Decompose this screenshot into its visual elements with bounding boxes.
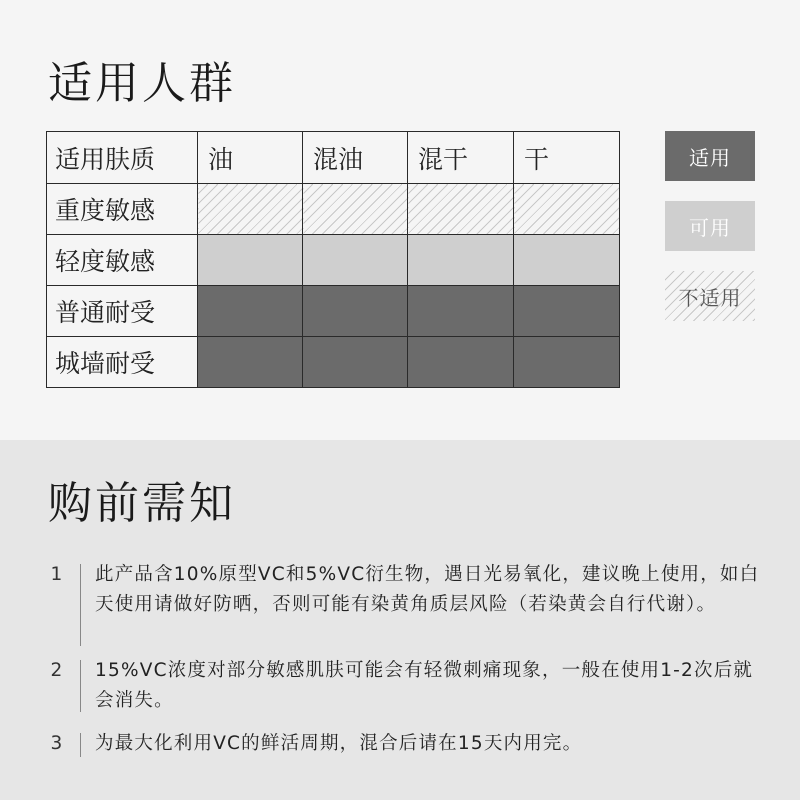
cell-suitable xyxy=(408,286,514,337)
section-title-pre-purchase: 购前需知 xyxy=(48,478,236,529)
note-divider xyxy=(80,660,81,712)
row-header-strong-tolerance: 城墙耐受 xyxy=(47,337,198,388)
row-header-normal-tolerance: 普通耐受 xyxy=(47,286,198,337)
list-item xyxy=(0,656,800,716)
note-number: 3 xyxy=(50,733,64,754)
column-header-oily: 油 xyxy=(198,132,303,184)
table-header-row xyxy=(47,132,620,184)
row-header-severe-sensitive: 重度敏感 xyxy=(47,184,198,235)
note-text: 15%VC浓度对部分敏感肌肤可能会有轻微刺痛现象，一般在使用1-2次后就会消失。 xyxy=(95,660,754,711)
legend-not-suitable: 不适用 xyxy=(665,271,755,321)
cell-suitable xyxy=(514,337,620,388)
table-row xyxy=(47,235,620,286)
note-number: 2 xyxy=(50,660,64,681)
legend-usable: 可用 xyxy=(665,201,755,251)
legend-suitable: 适用 xyxy=(665,131,755,181)
cell-suitable xyxy=(198,337,303,388)
skin-suitability-table xyxy=(46,131,620,388)
column-header-combo-oily: 混油 xyxy=(303,132,408,184)
cell-usable xyxy=(198,235,303,286)
cell-suitable xyxy=(303,337,408,388)
note-divider xyxy=(80,733,81,757)
cell-not-suitable xyxy=(303,184,408,235)
note-text: 为最大化利用VC的鲜活周期，混合后请在15天内用完。 xyxy=(95,733,583,754)
row-header-mild-sensitive: 轻度敏感 xyxy=(47,235,198,286)
cell-not-suitable xyxy=(198,184,303,235)
table-row xyxy=(47,184,620,235)
list-item xyxy=(0,560,800,650)
cell-suitable xyxy=(408,337,514,388)
note-divider xyxy=(80,564,81,646)
list-item xyxy=(0,729,800,759)
table-row xyxy=(47,286,620,337)
table-corner-label: 适用肤质 xyxy=(47,132,198,184)
cell-usable xyxy=(408,235,514,286)
cell-suitable xyxy=(198,286,303,337)
column-header-combo-dry: 混干 xyxy=(408,132,514,184)
cell-not-suitable xyxy=(514,184,620,235)
cell-not-suitable xyxy=(408,184,514,235)
column-header-dry: 干 xyxy=(514,132,620,184)
cell-suitable xyxy=(303,286,408,337)
cell-usable xyxy=(303,235,408,286)
table-row xyxy=(47,337,620,388)
cell-suitable xyxy=(514,286,620,337)
note-number: 1 xyxy=(50,564,64,585)
section-title-suitable-people: 适用人群 xyxy=(48,58,236,109)
note-text: 此产品含10%原型VC和5%VC衍生物，遇日光易氧化，建议晚上使用，如白天使用请做好防晒，否则可能有染黄角质层风险（若染黄会自行代谢）。 xyxy=(95,564,760,615)
cell-usable xyxy=(514,235,620,286)
